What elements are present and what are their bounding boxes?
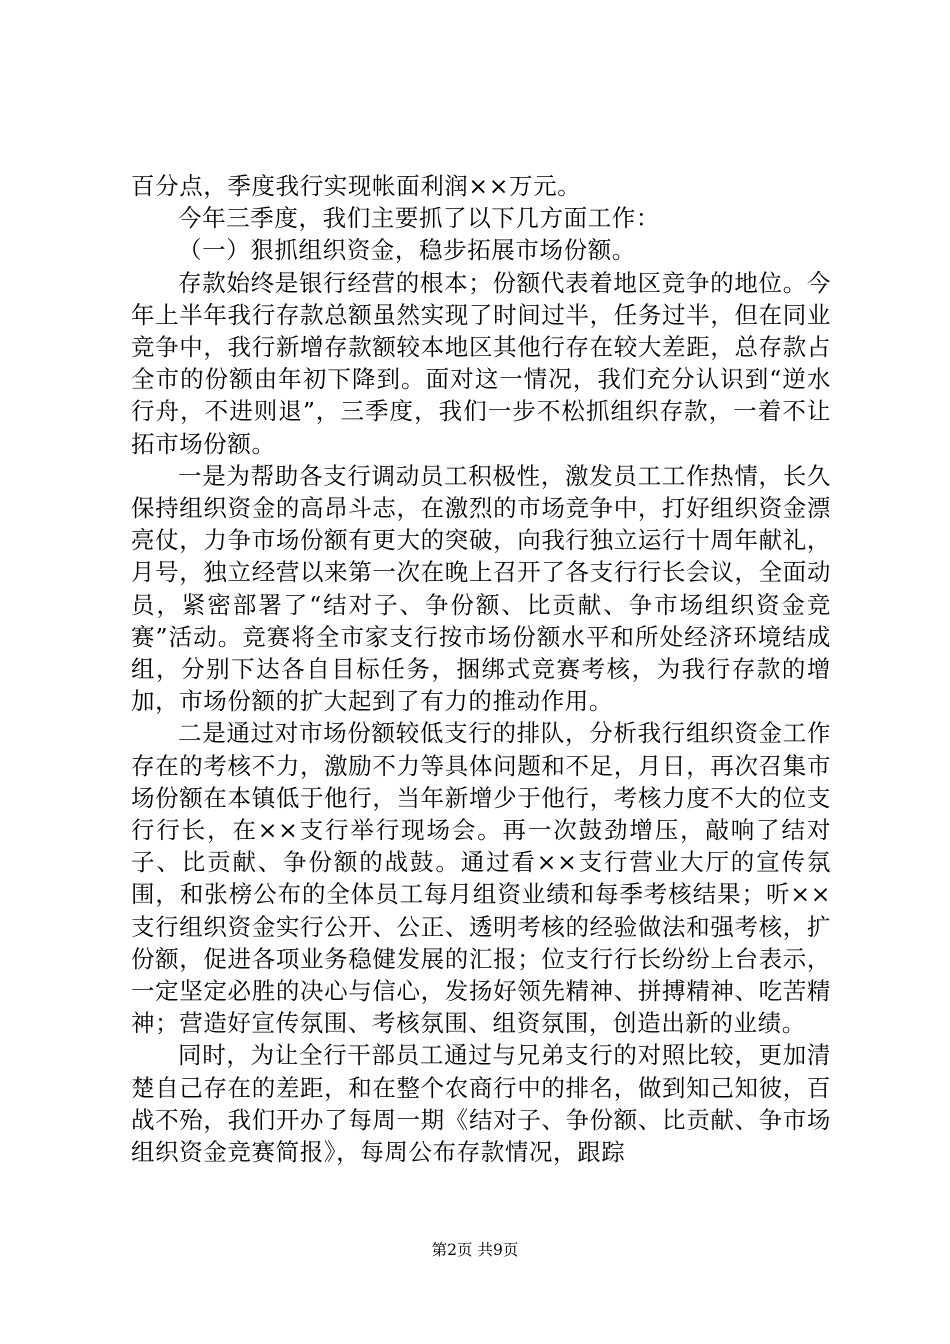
paragraph-deposits: 存款始终是银行经营的根本；份额代表着地区竞争的地位。今年上半年我行存款总额虽然实现了时间过半，任务过半，但在同业竞争中，我行新增存款额较本地区其他行存在较大差距，总存款占全市的份额由年初下降到。面对这一情况，我们充分认识到“逆水行舟，不进则退”，三季度，我们一步不松抓组织存款，一着不让拓市场份额。 <box>131 268 831 458</box>
paragraph-meanwhile: 同时，为让全行干部员工通过与兄弟支行的对照比较，更加清楚自己存在的差距，和在整个农商行中的排名，做到知己知彼，百战不殆，我们开办了每周一期《结对子、争份额、比贡献、争市场组织资金竞赛简报》，每周公布存款情况，跟踪 <box>131 1041 831 1167</box>
section-heading: （一）狠抓组织资金，稳步拓展市场份额。 <box>178 236 636 265</box>
document-body <box>131 170 831 1168</box>
paragraph-point-one: 一是为帮助各支行调动员工积极性，激发员工工作热情，长久保持组织资金的高昂斗志，在激烈的市场竞争中，打好组织资金漂亮仗，力争市场份额有更大的突破，向我行独立运行十周年献礼，月号，独立经营以来第一次在晚上召开了各支行行长会议，全面动员，紧密部署了“结对子、争份额、比贡献、争市场组织资金竞赛”活动。竞赛将全市家支行按市场份额水平和所处经济环境结成组，分别下达各自目标任务，捆绑式竞赛考核，为我行存款的增加，市场份额的扩大起到了有力的推动作用。 <box>131 461 831 716</box>
paragraph-continuation: 百分点，季度我行实现帐面利润××万元。 <box>131 172 582 200</box>
page-footer: 第2页 共9页 <box>431 1241 519 1259</box>
paragraph-intro: 今年三季度，我们主要抓了以下几方面工作： <box>178 204 660 233</box>
paragraph-point-two: 二是通过对市场份额较低支行的排队，分析我行组织资金工作存在的考核不力，激励不力等具体问题和不足，月日，再次召集市场份额在本镇低于他行，当年新增少于他行，考核力度不大的位支行行长，在××支行举行现场会。再一次鼓劲增压，敲响了结对子、比贡献、争份额的战鼓。通过看××支行营业大厅的宣传氛围，和张榜公布的全体员工每月组资业绩和每季考核结果；听××支行组织资金实行公开、公正、透明考核的经验做法和强考核，扩份额，促进各项业务稳健发展的汇报；位支行行长纷纷上台表示，一定坚定必胜的决心与信心，发扬好领先精神、拼搏精神、吃苦精神；营造好宣传氛围、考核氛围、组资氛围，创造出新的业绩。 <box>131 719 831 1038</box>
